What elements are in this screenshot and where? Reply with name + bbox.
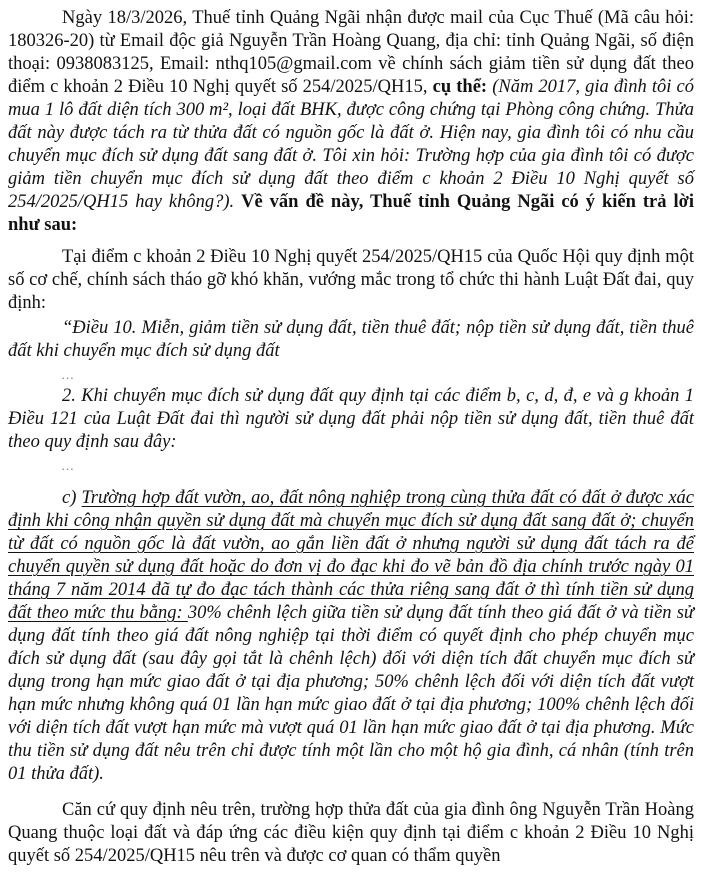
text-run-regular: Căn cứ quy định nêu trên, trường hợp thửa đất của gia đình ông Nguyễn Trần Hoàng Quang thuộc loại đất và đáp ứng các điều kiện quy định tại điểm c khoản 2 Điều 10 Nghị quyết số 254/2025/QH15 nêu trên và được cơ quan có thẩm quyền — [8, 800, 694, 866]
text-run-italic: “Điều 10. Miễn, giảm tiền sử dụng đất, tiền thuê đất; nộp tiền sử dụng đất, tiền thuê đất khi chuyển mục đích sử dụng đất — [8, 318, 694, 361]
text-run-bold: cụ thể: — [432, 77, 493, 97]
text-run-italic: c) — [62, 488, 82, 508]
text-run-regular: Ngày 18/3/2026, Thuế tỉnh Quảng Ngãi nhận được mail của Cục Thuế (Mã câu hỏi: 180326-20) từ Email độc giả Nguyễn Trần Hoàng Quang, địa chỉ: tỉnh Quảng Ngãi, số điện thoại: 0938083125, Email: nthq105@gmail.com về chính sách giảm tiền sử dụng đất theo điểm c khoản 2 Điều 10 Nghị quyết số 254/2025/QH15, — [8, 8, 694, 97]
ellipsis-line — [8, 457, 694, 474]
text-run-italic: 30% chênh lệch giữa tiền sử dụng đất tính theo giá đất ở và tiền sử dụng đất tính theo giá đất nông nghiệp tại thời điểm có quyết định cho phép chuyển mục đích sử dụng đất (sau đây gọi tắt là chênh lệch) đối với diện tích đất chuyển mục đích sử dụng trong hạn mức giao đất ở tại địa phương; 50% chênh lệch đối với diện tích đất vượt hạn mức nhưng không quá 01 lần hạn mức giao đất ở tại địa phương; 100% chênh lệch đối với diện tích đất vượt hạn mức mà vượt quá 01 lần hạn mức giao đất ở tại địa phương. Mức thu tiền sử dụng đất nêu trên chỉ được tính một lần cho một hộ gia đình, cá nhân (tính trên 01 thửa đất). — [8, 603, 695, 784]
text-run-ellipsis: … — [62, 458, 76, 473]
document-body — [8, 7, 694, 868]
quote-point-c — [8, 487, 694, 786]
legal-basis-paragraph — [8, 246, 694, 315]
quote-clause-2 — [8, 385, 694, 454]
ellipsis-line — [8, 366, 694, 383]
quote-article-10 — [8, 317, 694, 363]
text-run-italic: (Năm 2017, gia đình tôi có mua 1 lô đất diện tích 300 m², loại đất BHK, được công chứng tại Phòng công chứng. Thửa đất này được tách ra từ thửa đất có nguồn gốc là đất ở. Hiện nay, gia đình tôi có nhu cầu chuyển mục đích sử dụng đất sang đất ở. Tôi xin hỏi: Trường hợp của gia đình tôi có được giảm tiền chuyển mục đích sử dụng đất theo điểm c khoản 2 Điều 10 Nghị quyết số 254/2025/QH15 hay không?). — [8, 77, 694, 212]
text-run-bold: Về vấn đề này, Thuế tỉnh Quảng Ngãi có ý kiến trả lời như sau: — [8, 192, 694, 235]
text-run-regular: Tại điểm c khoản 2 Điều 10 Nghị quyết 254/2025/QH15 của Quốc Hội quy định một số cơ chế, chính sách tháo gỡ khó khăn, vướng mắc trong tổ chức thi hành Luật Đất đai, quy định: — [8, 247, 694, 313]
intro-paragraph — [8, 7, 694, 237]
text-run-italic: 2. Khi chuyển mục đích sử dụng đất quy định tại các điểm b, c, d, đ, e và g khoản 1 Điều 121 của Luật Đất đai thì người sử dụng đất phải nộp tiền sử dụng đất, tiền thuê đất theo quy định sau đây: — [8, 386, 694, 452]
text-run-italic-underline: Trường hợp đất vườn, ao, đất nông nghiệp trong cùng thửa đất có đất ở được xác định khi công nhận quyền sử dụng đất mà chuyển mục đích sử dụng đất sang đất ở; chuyển từ đất có nguồn gốc là đất vườn, ao gắn liền đất ở nhưng người sử dụng đất tách ra để chuyển quyền sử dụng đất hoặc do đơn vị đo đạc khi đo vẽ bản đồ địa chính trước ngày 01 tháng 7 năm 2014 đã tự đo đạc tách thành các thửa riêng sang đất ở thì tính tiền sử dụng đất theo mức thu bằng: — [8, 488, 694, 623]
text-run-ellipsis: … — [62, 367, 76, 382]
conclusion-paragraph — [8, 799, 694, 868]
